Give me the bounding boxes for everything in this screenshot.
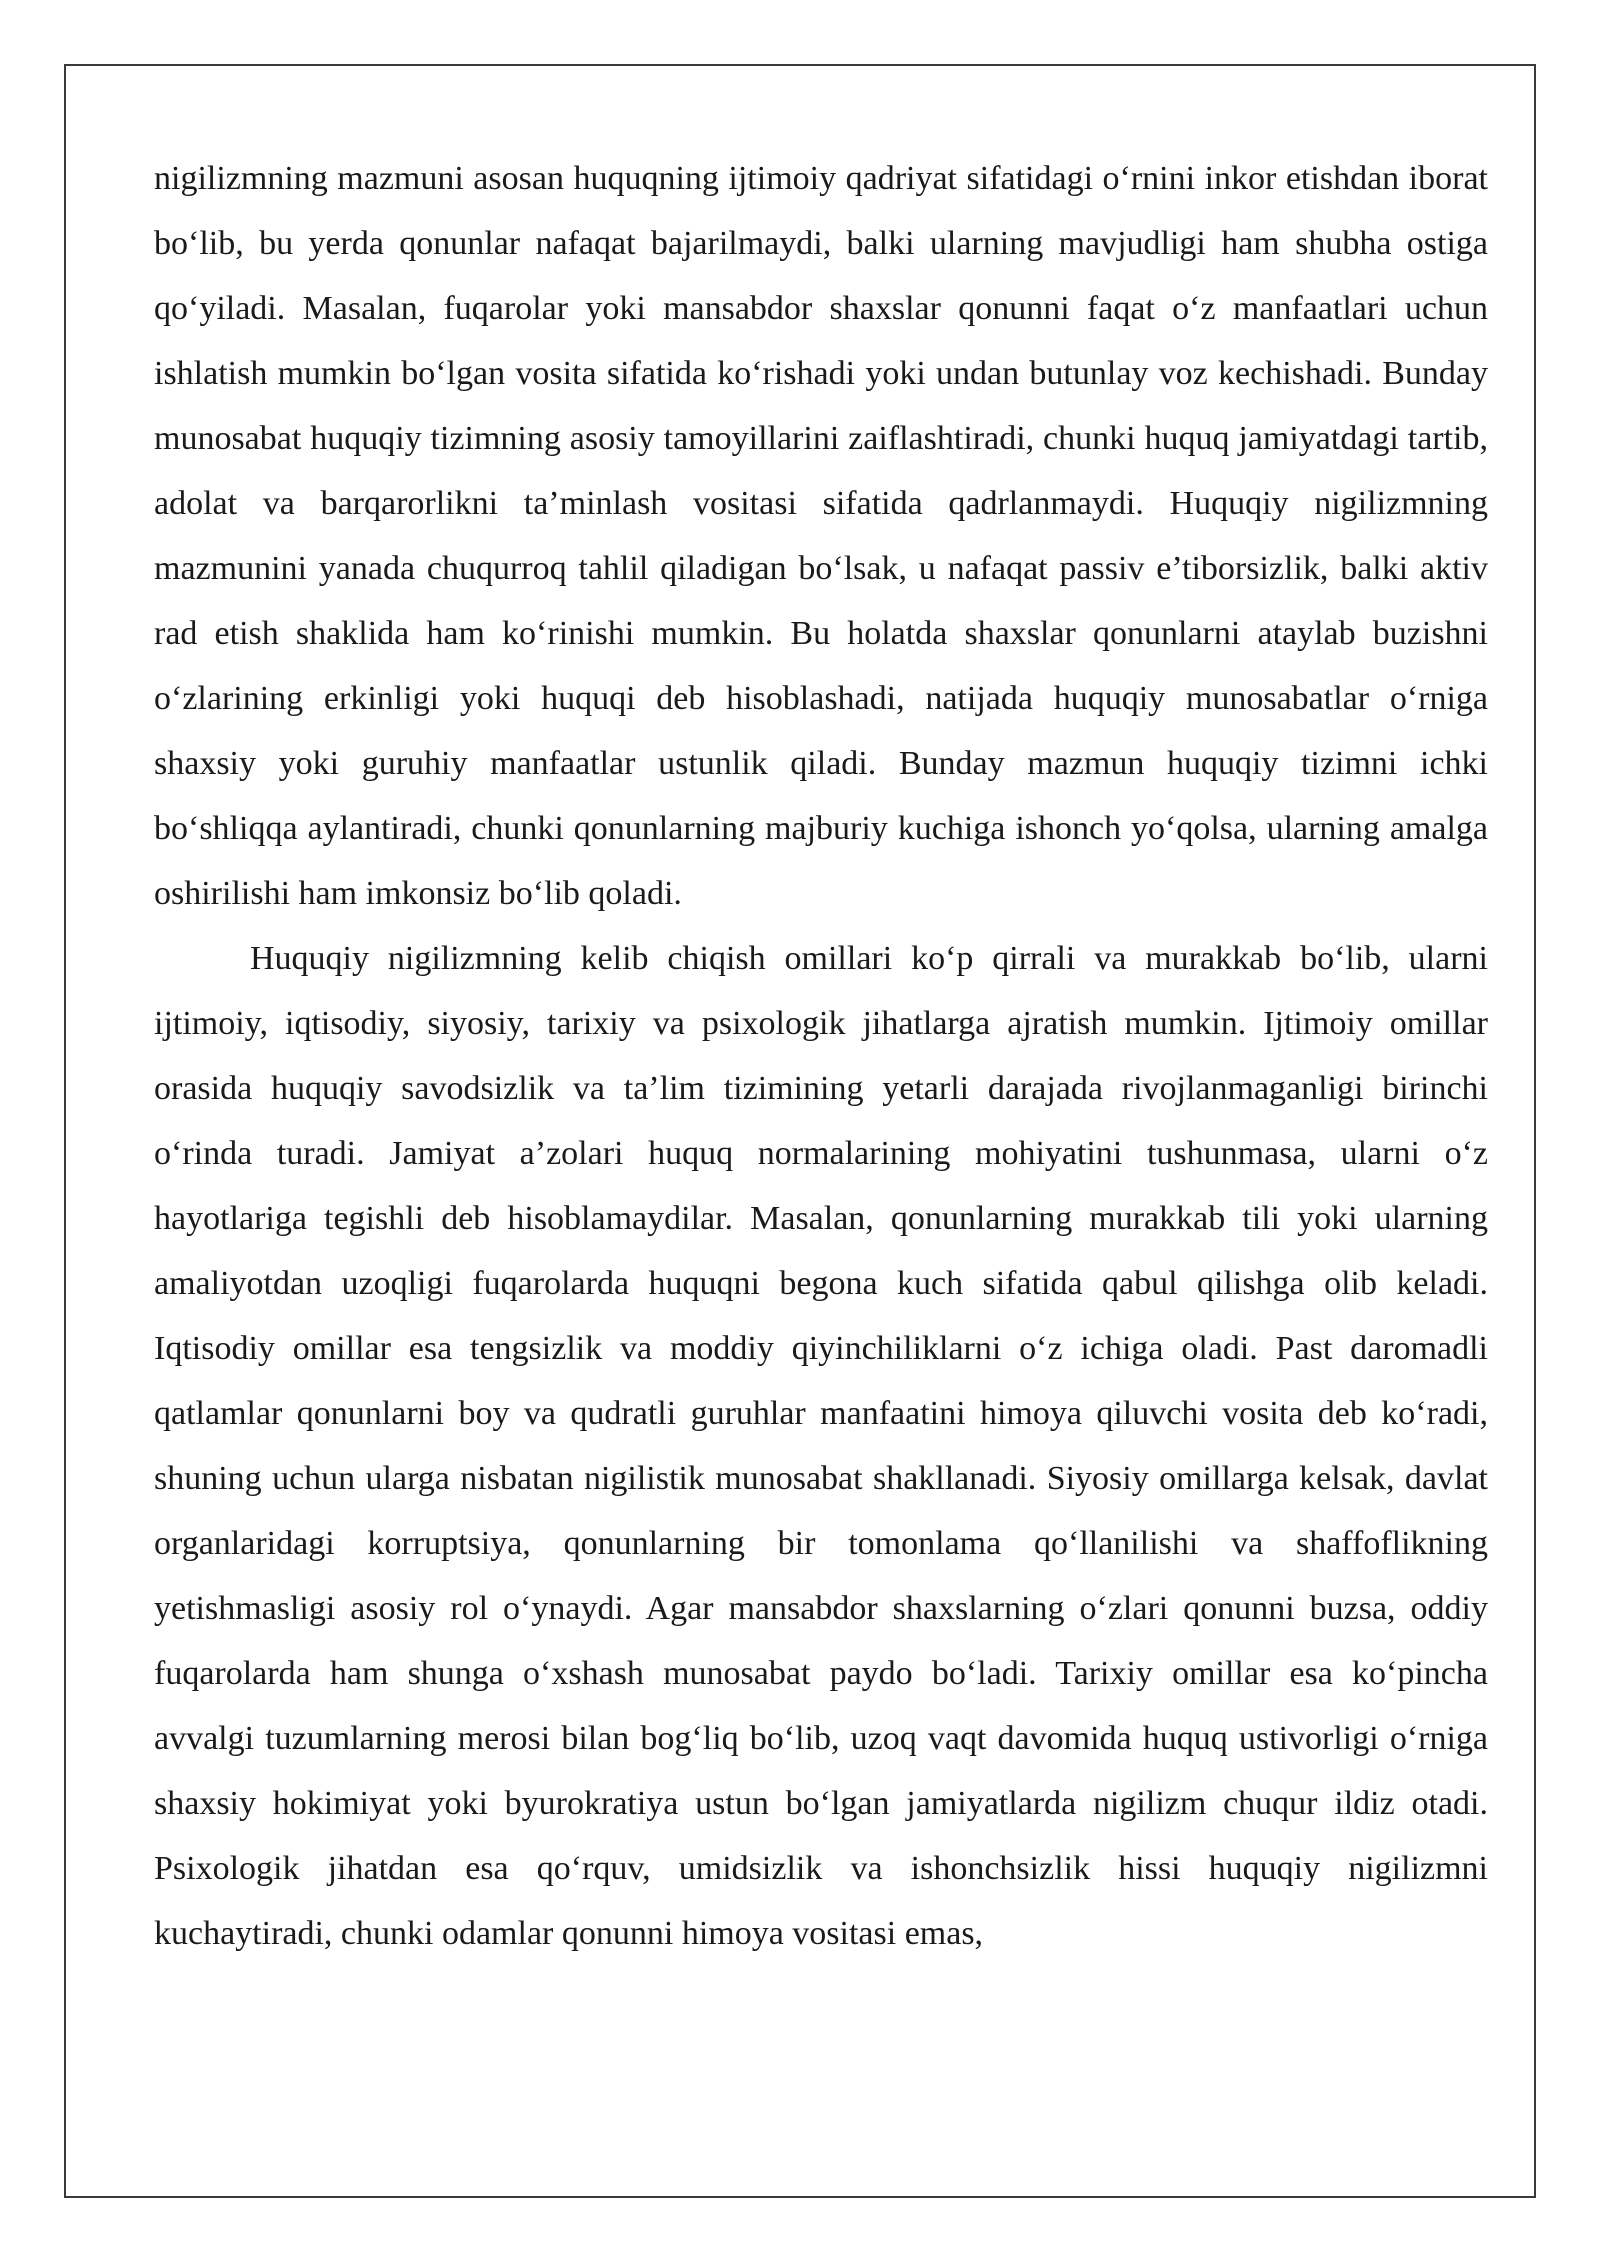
paragraph-1: nigilizmning mazmuni asosan huquqning ijtimoiy qadriyat sifatidagi o‘rnini inkor etishdan iborat bo‘lib, bu yerda qonunlar nafaqat bajarilmaydi, balki ularning mavjudligi ham shubha ostiga qo‘yiladi. Masalan, fuqarolar yoki mansabdor shaxslar qonunni faqat o‘z manfaatlari uchun ishlatish mumkin bo‘lgan vosita sifatida ko‘rishadi yoki undan butunlay voz kechishadi. Bunday munosabat huquqiy tizimning asosiy tamoyillarini zaiflashtiradi, chunki huquq jamiyatdagi tartib, adolat va barqarorlikni ta’minlash vositasi sifatida qadrlanmaydi. Huquqiy nigilizmning mazmunini yanada chuqurroq tahlil qiladigan bo‘lsak, u nafaqat passiv e’tiborsizlik, balki aktiv rad etish shaklida ham ko‘rinishi mumkin. Bu holatda shaxslar qonunlarni ataylab buzishni o‘zlarining erkinligi yoki huquqi deb hisoblashadi, natijada huquqiy munosabatlar o‘rniga shaxsiy yoki guruhiy manfaatlar ustunlik qiladi. Bunday mazmun huquqiy tizimni ichki bo‘shliqqa aylantiradi, chunki qonunlarning majburiy kuchiga ishonch yo‘qolsa, ularning amalga oshirilishi ham imkonsiz bo‘lib qoladi. <box>154 160 1488 912</box>
document-body <box>154 146 1488 1966</box>
paragraph-2: Huquqiy nigilizmning kelib chiqish omillari ko‘p qirrali va murakkab bo‘lib, ularni ijtimoiy, iqtisodiy, siyosiy, tarixiy va psixologik jihatlarga ajratish mumkin. Ijtimoiy omillar orasida huquqiy savodsizlik va ta’lim tizimining yetarli darajada rivojlanmaganligi birinchi o‘rinda turadi. Jamiyat a’zolari huquq normalarining mohiyatini tushunmasa, ularni o‘z hayotlariga tegishli deb hisoblamaydilar. Masalan, qonunlarning murakkab tili yoki ularning amaliyotdan uzoqligi fuqarolarda huquqni begona kuch sifatida qabul qilishga olib keladi. Iqtisodiy omillar esa tengsizlik va moddiy qiyinchiliklarni o‘z ichiga oladi. Past daromadli qatlamlar qonunlarni boy va qudratli guruhlar manfaatini himoya qiluvchi vosita deb ko‘radi, shuning uchun ularga nisbatan nigilistik munosabat shakllanadi. Siyosiy omillarga kelsak, davlat organlaridagi korruptsiya, qonunlarning bir tomonlama qo‘llanilishi va shaffoflikning yetishmasligi asosiy rol o‘ynaydi. Agar mansabdor shaxslarning o‘zlari qonunni buzsa, oddiy fuqarolarda ham shunga o‘xshash munosabat paydo bo‘ladi. Tarixiy omillar esa ko‘pincha avvalgi tuzumlarning merosi bilan bog‘liq bo‘lib, uzoq vaqt davomida huquq ustivorligi o‘rniga shaxsiy hokimiyat yoki byurokratiya ustun bo‘lgan jamiyatlarda nigilizm chuqur ildiz otadi. Psixologik jihatdan esa qo‘rquv, umidsizlik va ishonchsizlik hissi huquqiy nigilizmni kuchaytiradi, chunki odamlar qonunni himoya vositasi emas, <box>154 940 1488 1952</box>
